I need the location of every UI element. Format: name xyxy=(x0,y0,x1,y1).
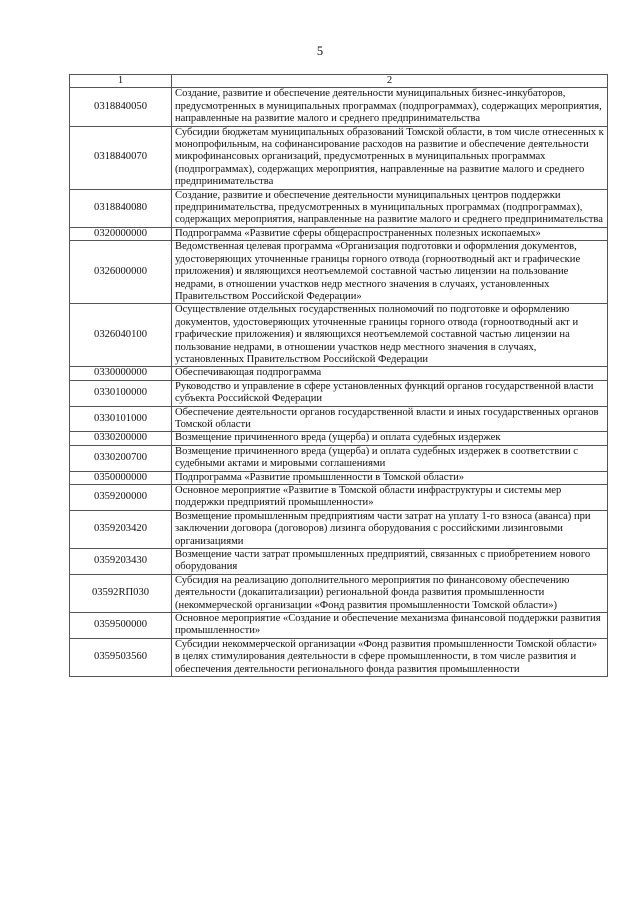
row-code: 0359200000 xyxy=(70,485,172,511)
table-row xyxy=(70,510,608,548)
row-code: 0330000000 xyxy=(70,367,172,380)
table-row xyxy=(70,380,608,406)
row-description: Создание, развитие и обеспечение деятельности муниципальных бизнес-инкубаторов, предусмотренных в муниципальных программах (подпрограммах), содержащих мероприятия, направленные на развитие малого и среднего предпринимательства xyxy=(172,88,608,126)
table-row xyxy=(70,367,608,380)
row-code: 0359203430 xyxy=(70,549,172,575)
row-description: Возмещение причиненного вреда (ущерба) и оплата судебных издержек xyxy=(172,432,608,445)
row-description: Субсидия на реализацию дополнительного мероприятия по финансовому обеспечению деятельности (докапитализации) региональной фонда развития промышленности (некоммерческой организации «Фонд развития промышленности Томской области») xyxy=(172,574,608,612)
table-row xyxy=(70,88,608,126)
row-code: 0318840070 xyxy=(70,126,172,189)
row-description: Обеспечение деятельности органов государственной власти и иных государственных органов Томской области xyxy=(172,406,608,432)
table-row xyxy=(70,471,608,484)
row-code: 0326040100 xyxy=(70,304,172,367)
table-row xyxy=(70,574,608,612)
row-description: Основное мероприятие «Создание и обеспечение механизма финансовой поддержки развития промышленности» xyxy=(172,613,608,639)
row-code: 0359203420 xyxy=(70,510,172,548)
page-number: 5 xyxy=(316,44,324,58)
row-code: 03592RП030 xyxy=(70,574,172,612)
table-body xyxy=(70,88,608,677)
row-description: Обеспечивающая подпрограмма xyxy=(172,367,608,380)
row-description: Субсидии некоммерческой организации «Фонд развития промышленности Томской области» в целях стимулирования деятельности в сфере промышленности, в том числе развития и обеспечения деятельности регионального фонда развития промышленности xyxy=(172,638,608,676)
table-row xyxy=(70,613,608,639)
table-row xyxy=(70,126,608,189)
table-row xyxy=(70,406,608,432)
row-description: Основное мероприятие «Развитие в Томской области инфраструктуры и системы мер поддержки предприятий промышленности» xyxy=(172,485,608,511)
row-description: Возмещение причиненного вреда (ущерба) и оплата судебных издержек в соответствии с судебными актами и мировыми соглашениями xyxy=(172,445,608,471)
row-code: 0330200000 xyxy=(70,432,172,445)
row-code: 0330200700 xyxy=(70,445,172,471)
column-header-code: 1 xyxy=(70,75,172,88)
row-description: Подпрограмма «Развитие сферы общераспространенных полезных ископаемых» xyxy=(172,227,608,240)
column-header-description: 2 xyxy=(172,75,608,88)
table-row xyxy=(70,304,608,367)
row-code: 0318840080 xyxy=(70,189,172,227)
row-description: Возмещение промышленным предприятиям части затрат на уплату 1-го взноса (аванса) при заключении договора (договоров) лизинга оборудования с российскими лизинговыми организациями xyxy=(172,510,608,548)
row-description: Ведомственная целевая программа «Организация подготовки и оформления документов, удостоверяющих уточненные границы горного отвода (горноотводный акт и графические приложения) и являющихся неотъемлемой составной частью лицензии на пользование недрами, в отношении участков недр местного значения в случаях, установленных Правительством Российской Федерации» xyxy=(172,241,608,304)
row-description: Руководство и управление в сфере установленных функций органов государственной власти субъекта Российской Федерации xyxy=(172,380,608,406)
row-code: 0330100000 xyxy=(70,380,172,406)
table-row xyxy=(70,485,608,511)
row-description: Создание, развитие и обеспечение деятельности муниципальных центров поддержки предпринимательства, предусмотренных в муниципальных программах (подпрограммах), содержащих мероприятия, направленные на развитие малого и среднего предпринимательства xyxy=(172,189,608,227)
row-code: 0359500000 xyxy=(70,613,172,639)
table-row xyxy=(70,445,608,471)
table-row xyxy=(70,549,608,575)
row-code: 0330101000 xyxy=(70,406,172,432)
table-row xyxy=(70,638,608,676)
row-description: Осуществление отдельных государственных полномочий по подготовке и оформлению документов, удостоверяющих уточненные границы горного отвода (горноотводный акт и графические приложения) и являющихся неотъемлемой составной частью лицензии на пользование недрами, в отношении участков недр местного значения в случаях, установленных Правительством Российской Федерации xyxy=(172,304,608,367)
row-code: 0320000000 xyxy=(70,227,172,240)
row-description: Субсидии бюджетам муниципальных образований Томской области, в том числе отнесенных к монопрофильным, на софинансирование расходов на развитие и обеспечение деятельности микрофинансовых организаций, предусмотренных в муниципальных программах (подпрограммах), содержащих мероприятия, направленные на развитие малого и среднего предпринимательства xyxy=(172,126,608,189)
table-row xyxy=(70,189,608,227)
row-description: Подпрограмма «Развитие промышленности в Томской области» xyxy=(172,471,608,484)
table-row xyxy=(70,241,608,304)
row-code: 0326000000 xyxy=(70,241,172,304)
table-row xyxy=(70,432,608,445)
row-code: 0318840050 xyxy=(70,88,172,126)
row-code: 0359503560 xyxy=(70,638,172,676)
table-row xyxy=(70,227,608,240)
table-header-row xyxy=(70,75,608,88)
classification-table xyxy=(69,74,608,677)
row-description: Возмещение части затрат промышленных предприятий, связанных с приобретением нового оборудования xyxy=(172,549,608,575)
row-code: 0350000000 xyxy=(70,471,172,484)
